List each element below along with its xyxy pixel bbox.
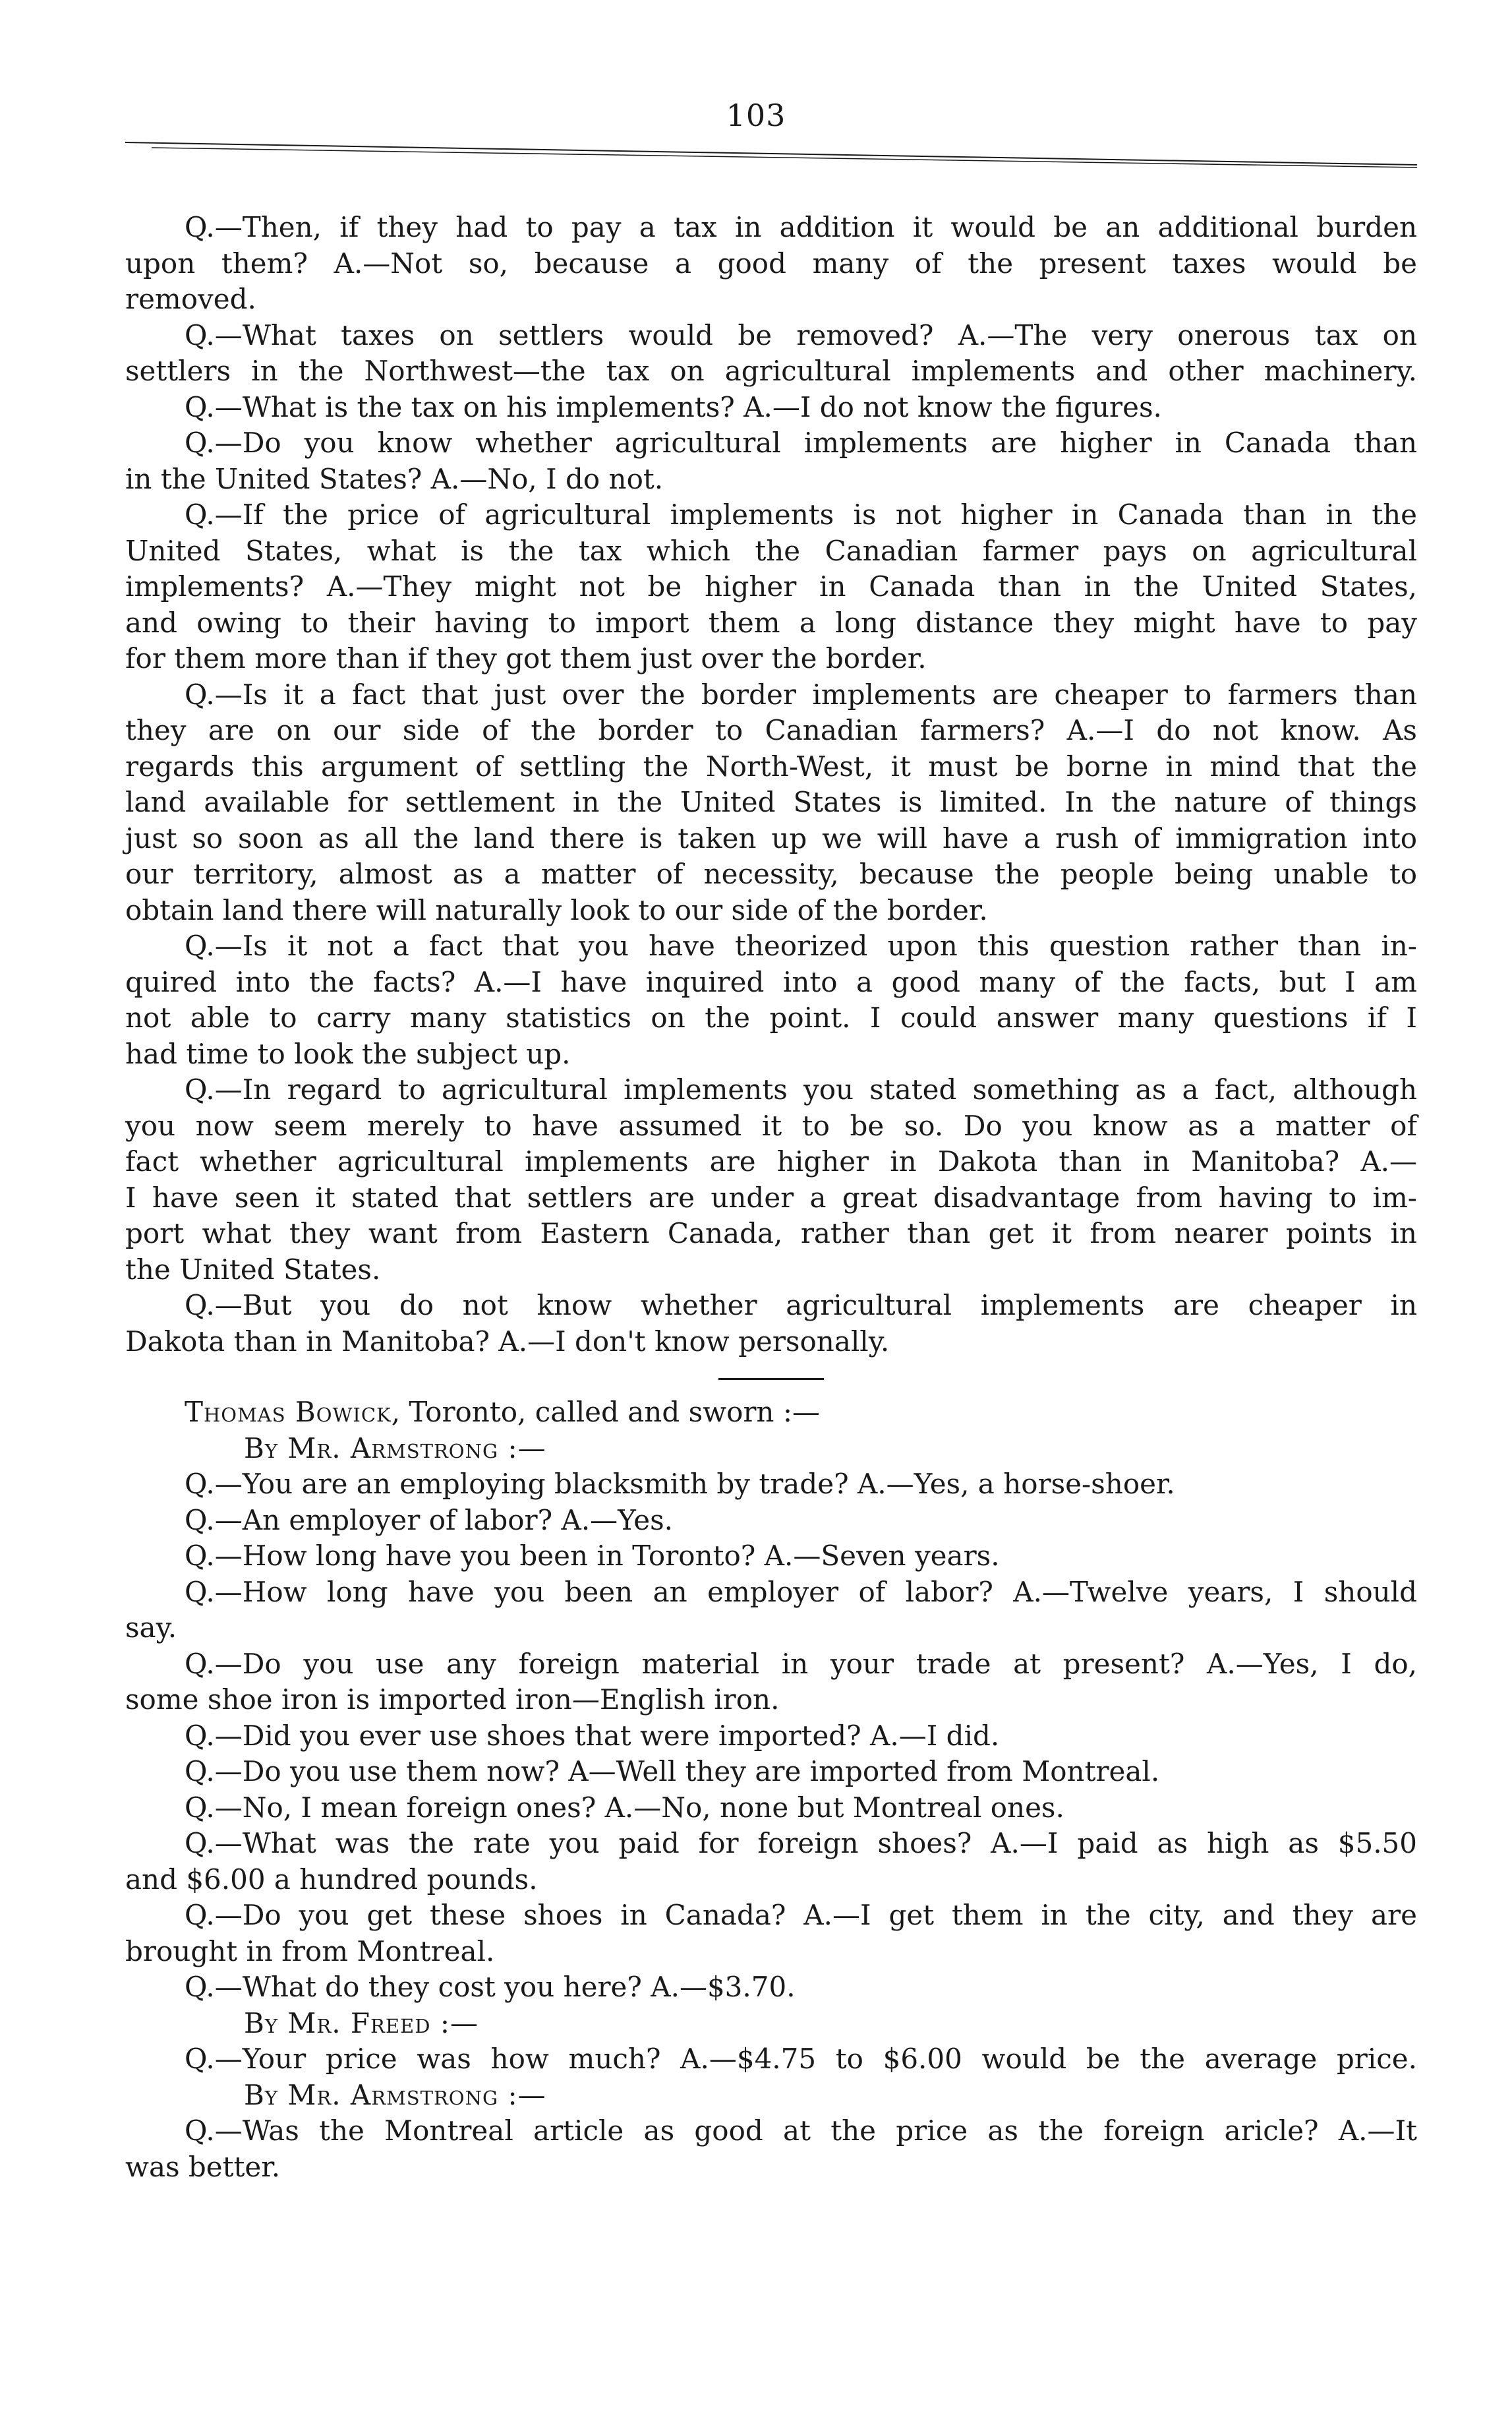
text-line: was better. xyxy=(125,2150,281,2183)
text-line: in the United States? A.—No, I do not. xyxy=(125,462,664,495)
text-line: removed. xyxy=(125,283,256,315)
text-line: and owing to their having to import them a long distance they might have to pay xyxy=(125,606,1417,639)
text-line: Q.—Do you know whether agricultural implements are higher in Canada than xyxy=(185,427,1417,459)
text-line: Q.—But you do not know whether agricultural implements are cheaper in xyxy=(185,1289,1417,1321)
text-line: you now seem merely to have assumed it to be so. Do you know as a matter of xyxy=(125,1109,1417,1142)
text-line: just so soon as all the land there is taken up we will have a rush of immigration into xyxy=(125,822,1417,854)
text-line: the United States. xyxy=(125,1253,381,1286)
text-line: Q.—Was the Montreal article as good at the price as the foreign aricle? A.—It xyxy=(185,2114,1417,2147)
examiner-heading: By Mr. Armstrong :— xyxy=(244,2078,546,2111)
witness-heading xyxy=(125,1394,1417,1431)
text-line: Q.—Do you use any foreign material in your trade at present? A.—Yes, I do, xyxy=(185,1647,1417,1680)
text-line: Q.—What was the rate you paid for foreign shoes? A.—I paid as high as $5.50 xyxy=(185,1827,1417,1859)
text-line: Q.—How long have you been an employer of labor? A.—Twelve years, I should xyxy=(185,1575,1417,1608)
text-line: implements? A.—They might not be higher in Canada than in the United States, xyxy=(125,570,1417,603)
witness-name: Thomas Bowick xyxy=(185,1396,392,1428)
text-line: port what they want from Eastern Canada, rather than get it from nearer points in xyxy=(125,1217,1417,1249)
text-line: Q.—An employer of labor? A.—Yes. xyxy=(185,1503,674,1536)
text-line: not able to carry many statistics on the point. I could answer many questions if I xyxy=(125,1002,1417,1034)
testimony-section-1 xyxy=(125,210,1417,1360)
text-line: land available for settlement in the United States is limited. In the nature of things xyxy=(125,786,1417,818)
text-line: regards this argument of settling the North-West, it must be borne in mind that the xyxy=(125,750,1417,783)
text-line: Q.—If the price of agricultural implements is not higher in Canada than in the xyxy=(185,498,1417,531)
text-line: settlers in the Northwest—the tax on agricultural implements and other machinery. xyxy=(125,355,1417,387)
examiner-heading: By Mr. Armstrong :— xyxy=(244,1431,546,1464)
text-line: Q.—Is it a fact that just over the border implements are cheaper to farmers than xyxy=(185,678,1417,711)
text-line: I have seen it stated that settlers are under a great disadvantage from having to im- xyxy=(125,1181,1417,1214)
text-line: Q.—Your price was how much? A.—$4.75 to $6.00 would be the average price. xyxy=(185,2043,1417,2075)
text-line: Q.—Then, if they had to pay a tax in addition it would be an additional burden xyxy=(185,211,1417,243)
page-number: 103 xyxy=(726,98,786,133)
section-divider xyxy=(718,1378,824,1380)
text-line: Q.—What taxes on settlers would be removed? A.—The very onerous tax on xyxy=(185,318,1417,351)
text-line: quired into the facts? A.—I have inquired into a good many of the facts, but I am xyxy=(125,965,1417,998)
text-line: brought in from Montreal. xyxy=(125,1934,495,1967)
text-line: Q.—You are an employing blacksmith by trade? A.—Yes, a horse-shoer. xyxy=(185,1468,1175,1500)
document-body xyxy=(125,210,1417,2185)
text-line: Q.—Is it not a fact that you have theorized upon this question rather than in- xyxy=(185,930,1417,962)
text-line: Q.—What is the tax on his implements? A.—I do not know the figures. xyxy=(185,390,1162,423)
text-line: obtain land there will naturally look to our side of the border. xyxy=(125,893,988,926)
text-line: Q.—How long have you been in Toronto? A.—Seven years. xyxy=(185,1540,1000,1572)
text-line: Q.—What do they cost you here? A.—$3.70. xyxy=(185,1971,796,2003)
text-line: and $6.00 a hundred pounds. xyxy=(125,1863,538,1896)
examiner-heading: By Mr. Freed :— xyxy=(244,2006,479,2039)
text-line: some shoe iron is imported iron—English iron. xyxy=(125,1683,780,1716)
text-line: Q.—Do you get these shoes in Canada? A.—I get them in the city, and they are xyxy=(185,1899,1417,1931)
testimony-section-4 xyxy=(125,2113,1417,2185)
witness-sworn: , Toronto, called and sworn :— xyxy=(391,1396,820,1428)
text-line: our territory, almost as a matter of necessity, because the people being unable to xyxy=(125,858,1417,890)
testimony-section-3 xyxy=(125,2041,1417,2078)
header-rule xyxy=(125,138,1417,169)
text-line: Q.—In regard to agricultural implements you stated something as a fact, although xyxy=(185,1073,1417,1106)
text-line: say. xyxy=(125,1611,177,1644)
text-line: they are on our side of the border to Canadian farmers? A.—I do not know. As xyxy=(125,714,1417,746)
text-line: Dakota than in Manitoba? A.—I don't know personally. xyxy=(125,1325,890,1358)
text-line: for them more than if they got them just over the border. xyxy=(125,642,927,674)
text-line: upon them? A.—Not so, because a good many of the present taxes would be xyxy=(125,247,1417,280)
text-line: Q.—No, I mean foreign ones? A.—No, none but Montreal ones. xyxy=(185,1791,1064,1824)
testimony-section-2 xyxy=(125,1466,1417,2006)
text-line: had time to look the subject up. xyxy=(125,1037,571,1070)
text-line: United States, what is the tax which the Canadian farmer pays on agricultural xyxy=(125,534,1417,567)
text-line: Q.—Did you ever use shoes that were imported? A.—I did. xyxy=(185,1719,1000,1752)
text-line: fact whether agricultural implements are higher in Dakota than in Manitoba? A.— xyxy=(125,1145,1417,1178)
text-line: Q.—Do you use them now? A—Well they are imported from Montreal. xyxy=(185,1755,1160,1787)
